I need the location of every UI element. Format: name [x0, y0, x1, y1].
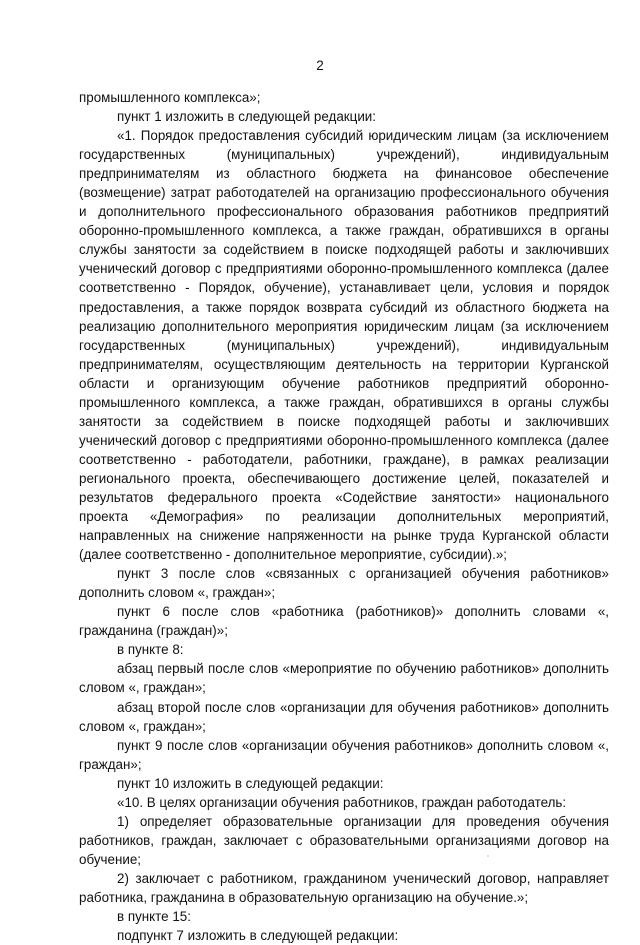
paragraph: 2) заключает с работником, гражданином ученический договор, направляет работника, гражданина в образовательную организацию на обучение.»;	[79, 870, 609, 905]
paragraph: «1. Порядок предоставления субсидий юридическим лицам (за исключением государственных (муниципальных) учреждений), индивидуальным предпринимателям из областного бюджета на финансовое обеспечение (возмещение) затрат работодателей на организацию профессионального обучения и дополнительного профессионального образования работников предприятий оборонно-промышленного комплекса, а также граждан, обратившихся в органы службы занятости за содействием в поиске подходящей работы и заключивших ученический договор с предприятиями оборонно-промышленного комплекса (далее соответственно - Порядок, обучение), устанавливает цели, условия и порядок предоставления, а также порядок возврата субсидий из областного бюджета на реализацию дополнительного мероприятия юридическим лицам (за исключением государственных (муниципальных) учреждений), индивидуальным предпринимателям, осуществляющим деятельность на территории Курганской области и организующим обучение работников предприятий оборонно-промышленного комплекса, а также граждан, обратившихся в органы службы занятости за содействием в поиске подходящей работы и заключивших ученический договор с предприятиями оборонно-промышленного комплекса (далее соответственно - работодатели, работники, граждане), в рамках реализации регионального проекта, обеспечивающего достижение целей, показателей и результатов федерального проекта «Содействие занятости» национального проекта «Демография» по реализации дополнительных мероприятий, направленных на снижение напряженности на рынке труда Курганской области (далее соответственно - дополнительное мероприятие, субсидии).»;	[79, 128, 609, 563]
paragraph: в пункте 8:	[117, 642, 184, 658]
paragraph: «10. В целях организации обучения работников, граждан работодатель:	[117, 794, 567, 810]
paragraph: абзац второй после слов «организации для обучения работников» дополнить словом «, граждан»;	[79, 699, 609, 734]
paragraph: пункт 10 изложить в следующей редакции:	[117, 775, 384, 791]
paragraph: пункт 3 после слов «связанных с организацией обучения работников» дополнить словом «, граждан»;	[79, 566, 609, 601]
scan-speck	[487, 855, 489, 857]
paragraph: подпункт 7 изложить в следующей редакции:	[117, 928, 399, 944]
page-number: 2	[316, 58, 324, 73]
paragraph: пункт 6 после слов «работника (работников)» дополнить словами «, гражданина (граждан)»;	[79, 604, 609, 639]
paragraph: 1) определяет образовательные организации для проведения обучения работников, граждан, заключает с образовательными организациями договор на обучение;	[79, 813, 609, 867]
document-body	[79, 88, 609, 945]
paragraph: в пункте 15:	[117, 909, 191, 925]
paragraph: промышленного комплекса»;	[79, 90, 261, 105]
paragraph: абзац первый после слов «мероприятие по обучению работников» дополнить словом «, граждан»;	[79, 661, 609, 696]
paragraph: пункт 9 после слов «организации обучения работников» дополнить словом «, граждан»;	[79, 737, 609, 772]
paragraph: пункт 1 изложить в следующей редакции:	[117, 109, 376, 125]
